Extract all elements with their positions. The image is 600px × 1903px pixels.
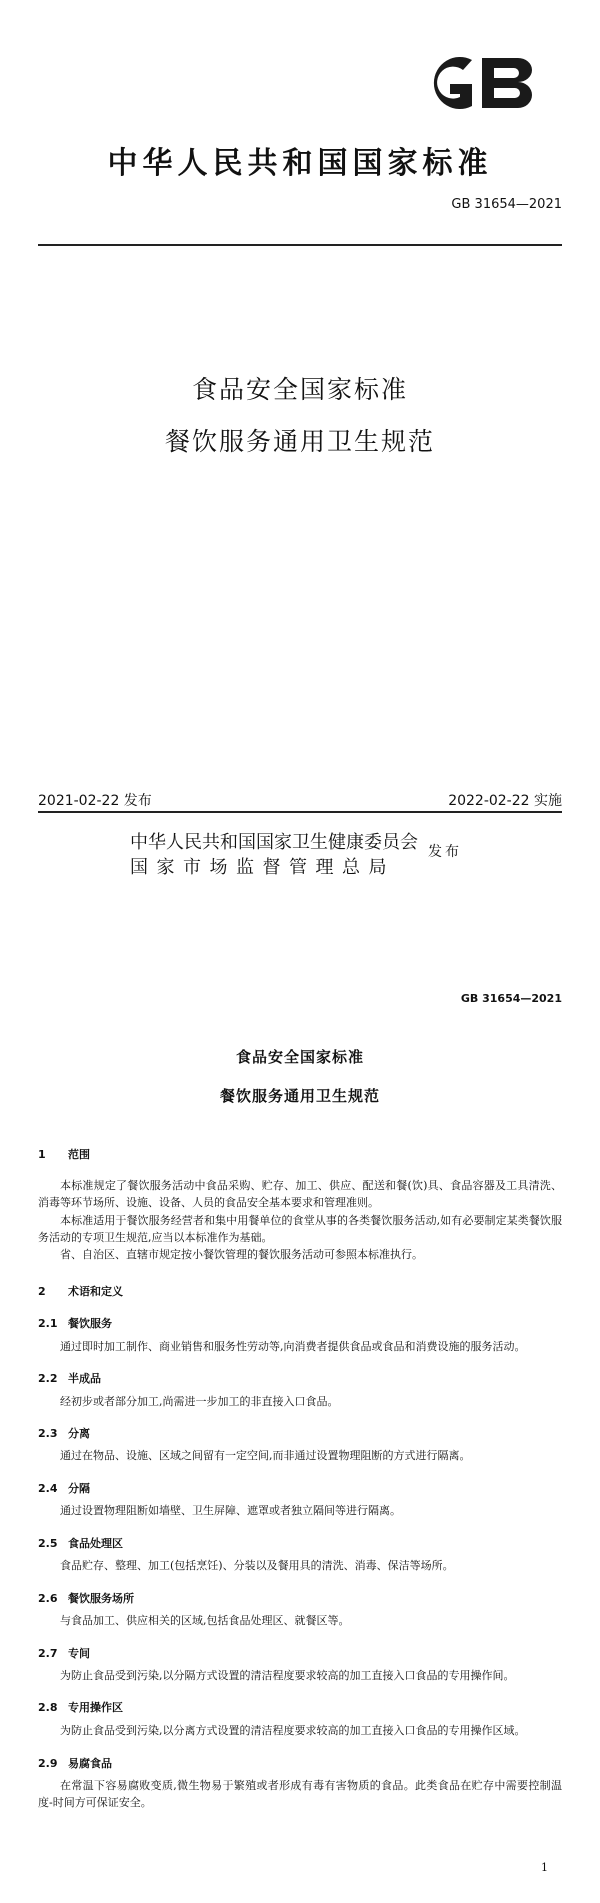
gb-logo [414, 50, 544, 116]
section-number: 2.1 [38, 1317, 58, 1330]
section-number: 2.7 [38, 1647, 58, 1660]
section-number: 2 [38, 1285, 46, 1298]
section-heading [38, 1283, 123, 1299]
section-title: 专间 [68, 1647, 90, 1660]
paragraph: 通过设置物理阻断如墙壁、卫生屏障、遮罩或者独立隔间等进行隔离。 [60, 1504, 401, 1517]
section-number: 2.8 [38, 1701, 58, 1714]
page-number: 1 [541, 1861, 548, 1874]
paragraph: 经初步或者部分加工,尚需进一步加工的非直接入口食品。 [60, 1395, 339, 1408]
paragraph: 食品贮存、整理、加工(包括烹饪)、分装以及餐用具的清洗、消毒、保洁等场所。 [60, 1559, 454, 1572]
section-number: 2.9 [38, 1757, 58, 1770]
paragraph: 省、自治区、直辖市规定按小餐饮管理的餐饮服务活动可参照本标准执行。 [60, 1248, 423, 1261]
issue-date: 2021-02-22 发布 [38, 793, 152, 809]
publisher-1: 中华人民共和国国家卫生健康委员会 [130, 832, 418, 853]
section-title: 分隔 [68, 1482, 90, 1495]
paragraph: 为防止食品受到污染,以分隔方式设置的清洁程度要求较高的加工直接入口食品的专用操作间。 [60, 1669, 515, 1682]
subsection-heading [38, 1480, 90, 1496]
section-number: 2.5 [38, 1537, 58, 1550]
publish-label: 发布 [428, 844, 462, 860]
national-standard-heading: 中华人民共和国国家标准 [107, 146, 493, 181]
section-title: 餐饮服务 [68, 1317, 112, 1330]
cover-divider [38, 244, 562, 246]
cover-divider-bottom [38, 811, 562, 813]
subsection-heading [38, 1699, 123, 1715]
page-header-code: GB 31654—2021 [460, 992, 562, 1005]
cover-title-line2: 餐饮服务通用卫生规范 [164, 427, 435, 456]
subsection-heading [38, 1370, 101, 1386]
section-title: 范围 [68, 1148, 90, 1161]
subsection-heading [38, 1535, 123, 1551]
subsection-heading [38, 1590, 134, 1606]
section-number: 1 [38, 1148, 46, 1161]
subsection-heading [38, 1315, 112, 1331]
section-title: 术语和定义 [68, 1285, 123, 1298]
section-number: 2.4 [38, 1482, 58, 1495]
paragraph: 为防止食品受到污染,以分离方式设置的清洁程度要求较高的加工直接入口食品的专用操作区域。 [60, 1724, 526, 1737]
page-title-line1: 食品安全国家标准 [235, 1048, 364, 1066]
standard-code: GB 31654—2021 [451, 197, 562, 212]
effective-date: 2022-02-22 实施 [448, 793, 562, 809]
paragraph: 通过在物品、设施、区域之间留有一定空间,而非通过设置物理阻断的方式进行隔离。 [60, 1449, 471, 1462]
subsection-heading [38, 1425, 90, 1441]
paragraph: 与食品加工、供应相关的区域,包括食品处理区、就餐区等。 [60, 1614, 350, 1627]
section-number: 2.6 [38, 1592, 58, 1605]
paragraph: 通过即时加工制作、商业销售和服务性劳动等,向消费者提供食品或食品和消费设施的服务活动。 [60, 1340, 526, 1353]
section-title: 分离 [68, 1427, 90, 1440]
section-title: 半成品 [68, 1372, 101, 1385]
subsection-heading [38, 1645, 90, 1661]
paragraph: 本标准适用于餐饮服务经营者和集中用餐单位的食堂从事的各类餐饮服务活动,如有必要制定某类餐饮服务活动的专项卫生规范,应当以本标准作为基础。 [38, 1214, 562, 1244]
subsection-heading [38, 1755, 112, 1771]
section-number: 2.3 [38, 1427, 58, 1440]
section-number: 2.2 [38, 1372, 58, 1385]
section-title: 食品处理区 [68, 1537, 123, 1550]
cover-title-line1: 食品安全国家标准 [191, 375, 408, 404]
paragraph: 本标准规定了餐饮服务活动中食品采购、贮存、加工、供应、配送和餐(饮)具、食品容器及工具清洗、消毒等环节场所、设施、设备、人员的食品安全基本要求和管理准则。 [38, 1179, 562, 1209]
page-title-line2: 餐饮服务通用卫生规范 [219, 1087, 380, 1105]
paragraph: 在常温下容易腐败变质,微生物易于繁殖或者形成有毒有害物质的食品。此类食品在贮存中需要控制温度-时间方可保证安全。 [38, 1779, 562, 1809]
section-title: 易腐食品 [68, 1757, 112, 1770]
section-title: 餐饮服务场所 [68, 1592, 134, 1605]
section-heading [38, 1146, 90, 1162]
section-title: 专用操作区 [68, 1701, 123, 1714]
publisher-2: 国家市场监督管理总局 [130, 857, 395, 878]
